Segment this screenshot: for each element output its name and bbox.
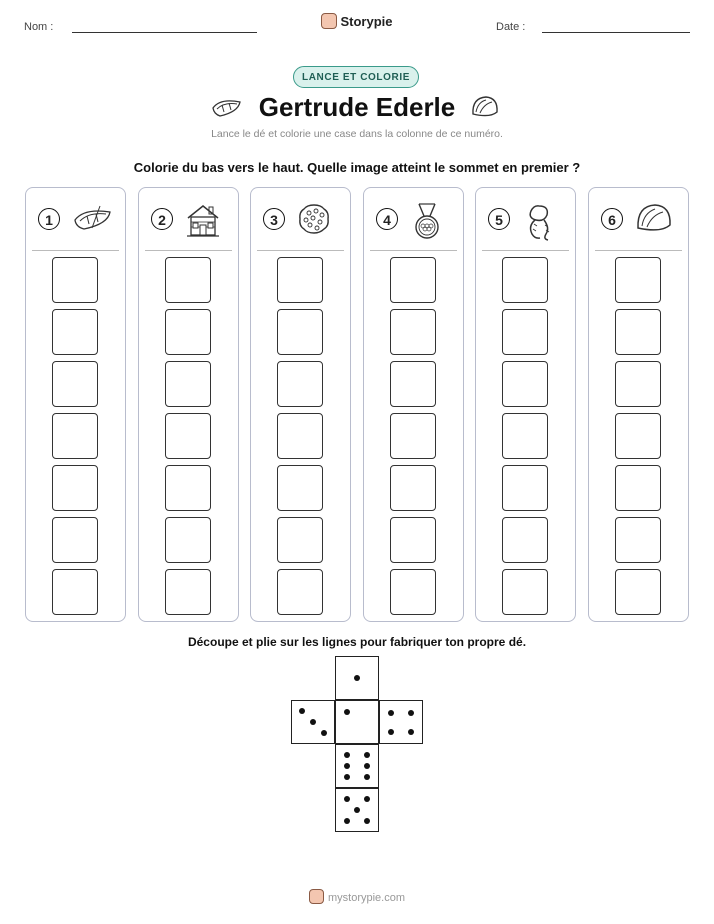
date-label: Date : [496,21,526,33]
column-6 [588,187,689,622]
dice-pip [408,710,414,716]
dice-pip [344,774,350,780]
color-cell[interactable] [277,465,323,511]
column-4 [363,187,464,622]
brand-logo [0,13,714,29]
color-cell[interactable] [52,465,98,511]
color-cell[interactable] [502,517,548,563]
dice-pip [364,796,370,802]
color-cell[interactable] [615,569,661,615]
color-cell[interactable] [52,309,98,355]
medal-icon [410,202,444,242]
column-number: 4 [376,208,398,230]
color-cell[interactable] [502,257,548,303]
color-cell[interactable] [52,413,98,459]
column-header [32,188,119,251]
rowboat-icon [72,202,114,234]
color-cell[interactable] [390,465,436,511]
column-number: 2 [151,208,173,230]
dice-face-1-center [335,700,379,744]
dice-pip [344,752,350,758]
dice-pip [310,719,316,725]
color-cell[interactable] [52,361,98,407]
name-label: Nom : [24,21,54,33]
dice-face-3 [291,700,335,744]
column-number: 1 [38,208,60,230]
color-cell[interactable] [277,517,323,563]
dice-pip [354,675,360,681]
house-icon [185,202,221,238]
dice-pip [408,729,414,735]
color-cell[interactable] [52,257,98,303]
color-cell[interactable] [277,413,323,459]
dice-face-4 [379,700,423,744]
color-cell[interactable] [165,413,211,459]
color-cell[interactable] [615,517,661,563]
color-cell[interactable] [52,569,98,615]
color-cell[interactable] [502,413,548,459]
storypie-logo-icon [309,889,324,904]
color-cell[interactable] [277,257,323,303]
dice-pip [354,807,360,813]
color-cell[interactable] [390,361,436,407]
color-cell[interactable] [165,257,211,303]
color-cell[interactable] [502,309,548,355]
color-cell[interactable] [390,309,436,355]
dice-instruction: Découpe et plie sur les lignes pour fabriquer ton propre dé. [187,635,527,649]
dice-pip [344,818,350,824]
color-cell[interactable] [502,465,548,511]
column-1 [25,187,126,622]
dice-face-6 [335,744,379,788]
page-title: Gertrude Ederle [258,92,456,122]
column-header [145,188,232,251]
dice-pip [364,818,370,824]
column-number: 3 [263,208,285,230]
instruction: Colorie du bas vers le haut. Quelle image atteint le sommet en premier ? [133,160,581,175]
dice-pip [344,796,350,802]
dice-face-1-top [335,656,379,700]
color-cell[interactable] [615,413,661,459]
column-3 [250,187,351,622]
column-2 [138,187,239,622]
color-cell[interactable] [52,517,98,563]
rope-knot-icon [522,202,556,242]
color-cell[interactable] [615,257,661,303]
footer-url[interactable]: mystorypie.com [327,892,406,904]
color-cell[interactable] [165,465,211,511]
subtitle: Lance le dé et colorie une case dans la colonne de ce numéro. [211,128,503,140]
dice-pip [321,730,327,736]
column-number: 6 [601,208,623,230]
dice-pip [388,729,394,735]
color-cell[interactable] [165,517,211,563]
sponge-icon [297,202,331,236]
storypie-logo-icon [321,13,337,29]
brand-name: Storypie [340,14,393,29]
column-number: 5 [488,208,510,230]
color-cell[interactable] [277,569,323,615]
activity-badge: LANCE ET COLORIE [293,66,419,88]
column-header [257,188,344,251]
name-line [72,32,257,33]
color-cell[interactable] [277,309,323,355]
color-cell[interactable] [165,309,211,355]
color-cell[interactable] [165,361,211,407]
color-cell[interactable] [390,569,436,615]
swim-cap-icon [470,94,500,122]
color-cell[interactable] [615,361,661,407]
column-header [370,188,457,251]
footer [0,889,714,904]
color-cell[interactable] [502,569,548,615]
dice-pip [364,774,370,780]
column-5 [475,187,576,622]
color-cell[interactable] [277,361,323,407]
swim-cap-icon [635,202,673,238]
dice-pip [344,709,350,715]
color-cell[interactable] [390,517,436,563]
dice-face-5 [335,788,379,832]
dice-pip [364,763,370,769]
color-cell[interactable] [390,413,436,459]
dice-pip [299,708,305,714]
color-cell[interactable] [165,569,211,615]
column-header [595,188,682,251]
dice-pip [364,752,370,758]
color-cell[interactable] [615,465,661,511]
date-line [542,32,690,33]
color-cell[interactable] [502,361,548,407]
color-cell[interactable] [390,257,436,303]
color-cell[interactable] [615,309,661,355]
column-header [482,188,569,251]
dice-pip [344,763,350,769]
dice-pip [388,710,394,716]
